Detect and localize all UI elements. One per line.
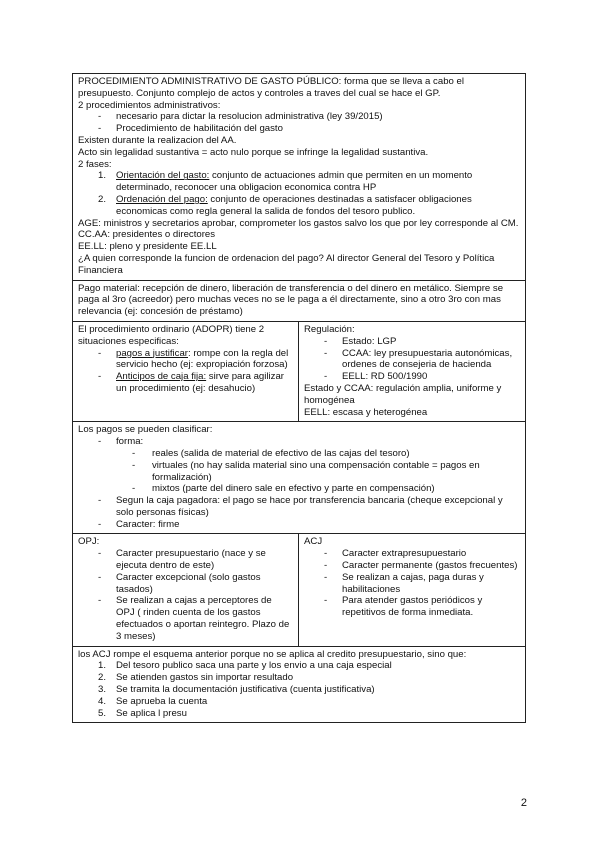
item-number: 3. (98, 684, 107, 696)
item-text: Del tesoro publico saca una parte y los envio a una caja especial (116, 660, 392, 672)
item-text: Se aplica l presu (116, 707, 187, 719)
section-pago-material (73, 280, 525, 321)
list-item: - forma: (78, 436, 520, 448)
right-column (299, 322, 525, 421)
list-item: - Segun la caja pagadora: el pago se hace por transferencia bancaria (cheque excepcional y solo personas físicas) (78, 495, 520, 519)
list-item (78, 708, 520, 720)
list-item (78, 672, 520, 684)
sub-list-item: - mixtos (parte del dinero sale en efectivo y parte en compensación) (78, 483, 520, 495)
paragraph: EELL: escasa y heterogénea (304, 406, 428, 418)
list-item: - necesario para dictar la resolucion administrativa (ley 39/2015) (78, 111, 520, 123)
list-item (78, 696, 520, 708)
sub-list (78, 448, 520, 495)
list-item (78, 371, 293, 395)
item-number: 4. (98, 695, 107, 707)
list-item: - Estado: LGP (304, 336, 520, 348)
column-title: OPJ: (78, 536, 100, 548)
item-text: sirve para agilizar un procedimiento (ej: desahucio) (116, 371, 284, 394)
section-clasificacion-pagos (73, 421, 525, 533)
list-item: - Caracter extrapresupuestario (304, 548, 520, 560)
paragraph: EE.LL: pleno y presidente EE.LL (78, 241, 217, 253)
item-number: 1. (98, 660, 107, 672)
list-item: - Caracter presupuestario (nace y se ejecuta dentro de este) (78, 548, 293, 572)
paragraph: Pago material: recepción de dinero, liberación de transferencia o del dinero en metálico. Siempre se paga al 3ro (acreedor) pero muchas veces no se le paga a él directamente, sino a otro 3ro con mas relevancia (ej: concesión de préstamo) (78, 282, 504, 318)
paragraph: 2 procedimientos administrativos: (78, 99, 221, 111)
list-item (78, 684, 520, 696)
bullet-list (78, 111, 520, 135)
right-column (299, 534, 525, 645)
page-number: 2 (520, 797, 527, 809)
list-item (78, 348, 293, 372)
list-item: - CCAA: ley presupuestaria autonómicas, ordenes de consejeria de hacienda (304, 348, 520, 372)
section-procedimiento-ordinario (73, 321, 525, 421)
item-text: Se aprueba la cuenta (116, 695, 208, 707)
list-item: - Para atender gastos periódicos y repetitivos de forma inmediata. (304, 595, 520, 619)
column-title: Regulación: (304, 323, 355, 335)
paragraph: AGE: ministros y secretarios aprobar, comprometer los gastos salvo los que por ley corresponde al CM. (78, 217, 519, 229)
section-procedimiento (73, 74, 525, 280)
sub-list-item: - virtuales (no hay salida material sino una compensación contable = pagos en formalización) (78, 460, 520, 484)
list-item: - Se realizan a cajas, paga duras y habilitaciones (304, 572, 520, 596)
column-title: ACJ (304, 536, 323, 548)
item-term: Anticipos de caja fija: (116, 371, 207, 383)
item-text: : rompe con la regla del servicio hecho (ej: expropiación forzosa) (116, 347, 289, 371)
paragraph: El procedimiento ordinario (ADOPR) tiene 2 situaciones especificas: (78, 323, 265, 347)
paragraph: ¿A quien corresponde la funcion de ordenacion del pago? Al director General del Tesoro y Política Financiera (78, 252, 495, 276)
item-number: 1. (98, 170, 107, 182)
item-text: conjunto de actuaciones admin que permiten en un momento determinado, reconocer una obligacion economica contra HP (116, 170, 473, 194)
paragraph: los ACJ rompe el esquema anterior porque no se aplica al credito presupuestario, sino que: (78, 648, 467, 660)
paragraph: PROCEDIMIENTO ADMINISTRATIVO DE GASTO PÚBLICO: forma que se lleva a cabo el presupuesto. Conjunto complejo de actos y controles a traves del cual se hace el GP. (78, 76, 464, 99)
bullet-list (78, 436, 520, 448)
list-item: - Se realizan a cajas a perceptores de OPJ ( rinden cuenta de los gastos efectuados o aportan reintegro. Plazo de 3 meses) (78, 595, 293, 642)
list-item: - Caracter excepcional (solo gastos tasados) (78, 572, 293, 596)
list-item: - Procedimiento de habilitación del gasto (78, 123, 520, 135)
bullet-list (304, 548, 520, 619)
item-number: 2. (98, 672, 107, 684)
section-acj-esquema (73, 646, 525, 723)
item-term: Orientación del gasto: (116, 170, 210, 182)
sub-list-item: - reales (salida de material de efectivo de las cajas del tesoro) (78, 448, 520, 460)
list-item (78, 194, 520, 218)
left-column (73, 322, 299, 421)
numbered-list (78, 660, 520, 719)
paragraph: Acto sin legalidad sustantiva = acto nulo porque se infringe la legalidad sustantiva. (78, 146, 429, 158)
paragraph: 2 fases: (78, 158, 112, 170)
bullet-list (78, 548, 293, 642)
section-opj-acj (73, 533, 525, 645)
list-item: - Caracter permanente (gastos frecuentes) (304, 560, 520, 572)
item-number: 2. (98, 193, 107, 205)
bullet-list (78, 495, 520, 530)
item-text: Se tramita la documentación justificativa (cuenta justificativa) (116, 684, 375, 696)
item-number: 5. (98, 707, 107, 719)
item-text: Se atienden gastos sin importar resultado (116, 672, 294, 684)
paragraph: CC.AA: presidentes o directores (78, 229, 216, 241)
bullet-list (78, 348, 293, 395)
notes-table (72, 73, 526, 723)
left-column (73, 534, 299, 645)
list-item (78, 660, 520, 672)
item-text: conjunto de operaciones destinadas a satisfacer obligaciones economicas como regla general la salida de fondos del tesoro publico. (116, 193, 472, 217)
numbered-list (78, 170, 520, 217)
list-item (78, 170, 520, 194)
paragraph: Estado y CCAA: regulación amplia, uniforme y homogénea (304, 382, 502, 406)
item-term: pagos a justificar (116, 347, 188, 359)
bullet-list (304, 336, 520, 383)
paragraph: Existen durante la realizacion del AA. (78, 134, 237, 146)
list-item: - Caracter: firme (78, 519, 520, 531)
list-item: - EELL: RD 500/1990 (304, 371, 520, 383)
item-term: Ordenación del pago: (116, 193, 208, 205)
paragraph: Los pagos se pueden clasificar: (78, 424, 213, 436)
